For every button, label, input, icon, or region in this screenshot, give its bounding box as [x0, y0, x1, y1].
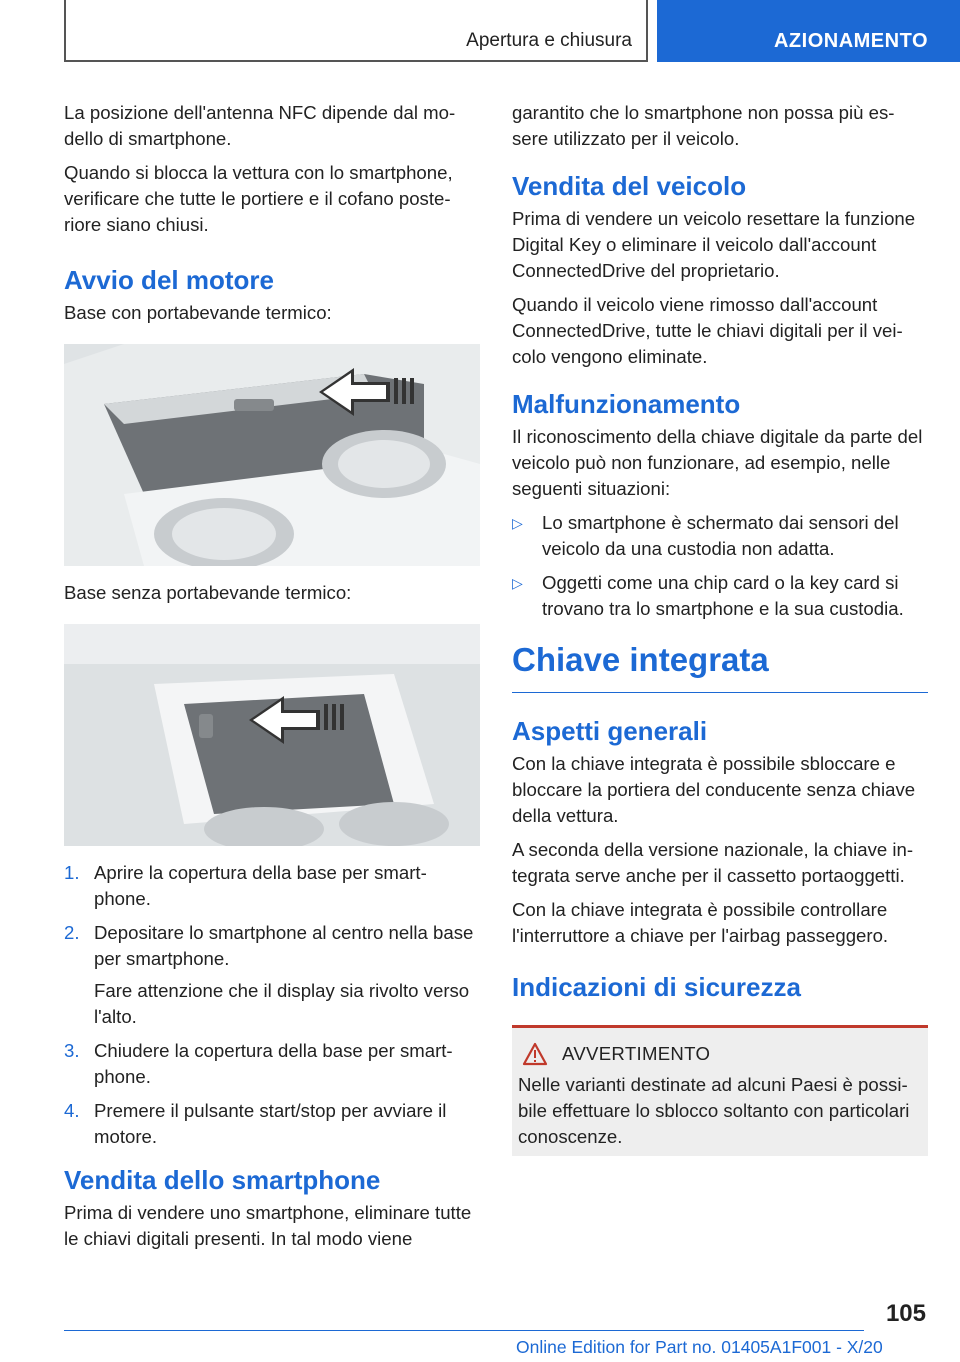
warning-title: AVVERTIMENTO [562, 1043, 711, 1064]
cupholder-standard-illustration [64, 624, 480, 846]
step-text: Depositare lo smartphone al centro nella base per smartphone. [94, 922, 474, 969]
start-steps-list [64, 860, 480, 1150]
list-item [64, 1098, 480, 1150]
list-item [512, 570, 928, 622]
heading-vendita-veicolo: Vendita del veicolo [512, 171, 747, 201]
triangle-bullet-icon: ▷ [512, 575, 523, 591]
step-text: Premere il pulsante start/stop per avviare il motore. [94, 1100, 447, 1147]
bullet-text: Oggetti come una chip card o la key card si trovano tra lo smartphone e la sua custodia. [542, 572, 904, 619]
step-text: Chiudere la copertura della base per smart-phone. [94, 1040, 453, 1087]
triangle-bullet-icon: ▷ [512, 515, 523, 531]
caption-non-thermal-holder: Base senza portabevande termico: [64, 582, 352, 603]
paragraph-lock-check: Quando si blocca la vettura con lo smartphone, verificare che tutte le portiere e il cofano poste-riore siano chiusi. [64, 162, 453, 235]
heading-avvio-motore: Avvio del motore [64, 265, 274, 295]
header-chapter-title: AZIONAMENTO [773, 30, 928, 52]
paragraph-vendita-smartphone: Prima di vendere uno smartphone, eliminare tutte le chiavi digitali presenti. In tal modo viene [64, 1202, 472, 1249]
step-text: Aprire la copertura della base per smart-phone. [94, 862, 427, 909]
bullet-text: Lo smartphone è schermato dai sensori del veicolo da una custodia non adatta. [542, 512, 899, 559]
paragraph-aspetti-3: Con la chiave integrata è possibile controllare l'interruttore a chiave per l'airbag passeggero. [512, 899, 889, 946]
paragraph-vendita-veicolo-2: Quando il veicolo viene rimosso dall'account ConnectedDrive, tutte le chiavi digitali per il vei-colo vengono eliminate. [512, 294, 903, 367]
warning-triangle-icon [522, 1042, 548, 1066]
warning-box [512, 1025, 928, 1156]
heading-malfunzionamento: Malfunzionamento [512, 389, 741, 419]
list-item [64, 1038, 480, 1090]
list-item [512, 510, 928, 562]
list-item [64, 860, 480, 912]
figure-cupholder-thermal [64, 344, 480, 566]
right-column [512, 100, 928, 1156]
heading-vendita-smartphone: Vendita dello smartphone [64, 1165, 381, 1195]
step-number: 2. [64, 922, 80, 943]
heading-indicazioni-sicurezza: Indicazioni di sicurezza [512, 972, 801, 1002]
heading-aspetti-generali: Aspetti generali [512, 716, 708, 746]
heading-chiave-integrata: Chiave integrata [512, 640, 928, 693]
footer-edition: Online Edition for Part no. 01405A1F001 - X/20 [516, 1337, 883, 1357]
warning-title-row [518, 1042, 922, 1066]
paragraph-malfunzionamento: Il riconoscimento della chiave digitale da parte del veicolo può non funzionare, ad esempio, nelle seguenti situazioni: [512, 426, 923, 499]
list-item [64, 920, 480, 1030]
left-column [64, 100, 480, 1260]
header-section-title: Apertura e chiusura [466, 30, 632, 51]
paragraph-vendita-veicolo-1: Prima di vendere un veicolo resettare la funzione Digital Key o eliminare il veicolo dall'account ConnectedDrive del proprietario. [512, 208, 916, 281]
step-number: 1. [64, 862, 80, 883]
step-number: 4. [64, 1100, 80, 1121]
footer-divider [64, 1330, 864, 1331]
figure-cupholder-standard [64, 624, 480, 846]
step-number: 3. [64, 1040, 80, 1061]
paragraph-nfc-antenna: La posizione dell'antenna NFC dipende dal mo-dello di smartphone. [64, 102, 456, 149]
paragraph-aspetti-2: A seconda della versione nazionale, la chiave in-tegrata serve anche per il cassetto portaoggetti. [512, 839, 914, 886]
page-number: 105 [885, 1300, 926, 1327]
step-note: Fare attenzione che il display sia rivolto verso l'alto. [94, 980, 470, 1027]
cupholder-thermal-illustration [64, 344, 480, 566]
caption-thermal-holder: Base con portabevande termico: [64, 302, 332, 323]
header-chapter-tab [657, 0, 960, 62]
header-section-box [64, 0, 648, 62]
paragraph-aspetti-1: Con la chiave integrata è possibile sbloccare e bloccare la portiera del conducente senza chiave della vettura. [512, 753, 916, 826]
malfunction-list [512, 510, 928, 622]
paragraph-continuation: garantito che lo smartphone non possa più es-sere utilizzato per il veicolo. [512, 102, 895, 149]
warning-text: Nelle varianti destinate ad alcuni Paesi è possi-bile effettuare lo sblocco soltanto con particolari conoscenze. [518, 1074, 910, 1147]
